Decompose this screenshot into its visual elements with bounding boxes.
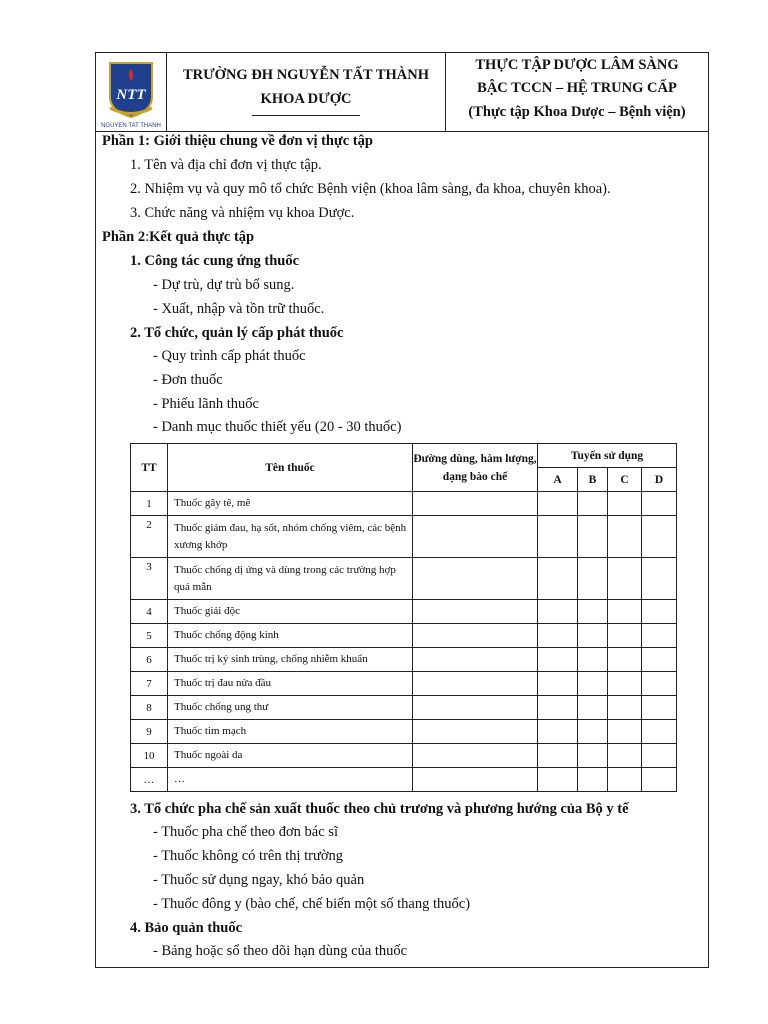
route-cell — [413, 720, 538, 744]
level-cell — [608, 492, 642, 516]
section1-item: - Dự trù, dự trù bổ sung. — [153, 277, 295, 293]
level-cell — [578, 672, 608, 696]
section1-heading: 1. Công tác cung ứng thuốc — [130, 253, 300, 269]
level-cell — [608, 720, 642, 744]
part2-colon: : — [145, 229, 150, 245]
section1-item: - Xuất, nhập và tồn trữ thuốc. — [153, 301, 325, 317]
table-row — [131, 492, 677, 516]
table-row — [131, 744, 677, 768]
document-title: THỰC TẬP DƯỢC LÂM SÀNG — [475, 57, 679, 73]
level-a-header: A — [538, 468, 578, 492]
level-cell — [538, 492, 578, 516]
section4-heading: 4. Bảo quản thuốc — [130, 920, 243, 936]
level-cell — [642, 768, 677, 792]
table-row — [131, 600, 677, 624]
section2-item: - Quy trình cấp phát thuốc — [153, 348, 306, 364]
level-cell — [538, 558, 578, 600]
row-number: 6 — [131, 648, 168, 672]
col-level-header: Tuyến sử dụng — [538, 444, 677, 468]
route-cell — [413, 516, 538, 558]
table-row — [131, 696, 677, 720]
drug-group: Thuốc trị ký sinh trùng, chống nhiễm khuẩn — [168, 648, 413, 672]
level-cell — [578, 696, 608, 720]
level-cell — [578, 492, 608, 516]
faculty-name: KHOA DƯỢC — [260, 91, 352, 107]
level-cell — [538, 624, 578, 648]
level-cell — [538, 696, 578, 720]
route-cell — [413, 492, 538, 516]
level-cell — [642, 696, 677, 720]
row-number: 10 — [131, 744, 168, 768]
section3-item: - Thuốc sử dụng ngay, khó bảo quản — [153, 872, 365, 888]
level-cell — [538, 672, 578, 696]
section3-item: - Thuốc không có trên thị trường — [153, 848, 344, 864]
drug-group: Thuốc trị đau nửa đầu — [168, 672, 413, 696]
document-subtitle: (Thực tập Khoa Dược – Bệnh viện) — [468, 104, 686, 120]
section2-item: - Danh mục thuốc thiết yếu (20 - 30 thuốc) — [153, 419, 402, 435]
level-cell — [578, 624, 608, 648]
logo-cell — [96, 53, 167, 131]
level-cell — [642, 624, 677, 648]
level-b-header: B — [578, 468, 608, 492]
level-cell — [642, 720, 677, 744]
level-cell — [608, 600, 642, 624]
document-header — [96, 53, 708, 132]
level-cell — [642, 558, 677, 600]
table-row — [131, 720, 677, 744]
document-level: BẬC TCCN – HỆ TRUNG CẤP — [477, 80, 677, 96]
level-cell — [608, 558, 642, 600]
level-cell — [538, 720, 578, 744]
level-cell — [538, 516, 578, 558]
essential-drug-table — [130, 443, 677, 792]
section2-heading: 2. Tổ chức, quản lý cấp phát thuốc — [130, 325, 344, 341]
school-name: TRƯỜNG ĐH NGUYỄN TẤT THÀNH — [183, 67, 429, 83]
level-cell — [608, 624, 642, 648]
level-cell — [608, 768, 642, 792]
section3-item: - Thuốc pha chế theo đơn bác sĩ — [153, 824, 338, 840]
row-number: 2 — [131, 516, 168, 558]
drug-group: Thuốc giải độc — [168, 600, 413, 624]
level-cell — [578, 516, 608, 558]
col-tt-header: TT — [131, 444, 168, 492]
route-cell — [413, 672, 538, 696]
level-cell — [578, 720, 608, 744]
level-cell — [642, 600, 677, 624]
route-cell — [413, 696, 538, 720]
row-number: 8 — [131, 696, 168, 720]
section2-item: - Phiếu lãnh thuốc — [153, 396, 259, 412]
svg-text:NTT: NTT — [116, 87, 146, 103]
school-cell — [167, 53, 446, 131]
level-cell — [538, 648, 578, 672]
table-row — [131, 672, 677, 696]
document-frame — [95, 52, 709, 968]
part2-title: Kết quả thực tập — [149, 229, 255, 245]
drug-group: Thuốc chống dị ứng và dùng trong các trường hợp quá mẫn — [168, 558, 413, 600]
row-number: 4 — [131, 600, 168, 624]
col-route-header: Đường dùng, hàm lượng, dạng bào chế — [413, 444, 538, 492]
route-cell — [413, 744, 538, 768]
drug-group: Thuốc gây tê, mê — [168, 492, 413, 516]
faculty-underline — [252, 115, 360, 116]
table-row — [131, 648, 677, 672]
route-cell — [413, 648, 538, 672]
drug-group: Thuốc tim mạch — [168, 720, 413, 744]
level-cell — [608, 672, 642, 696]
table-row — [131, 624, 677, 648]
section3-item: - Thuốc đông y (bào chế, chế biến một số thang thuốc) — [153, 896, 471, 912]
level-cell — [538, 768, 578, 792]
part2-label: Phần 2 — [102, 229, 146, 245]
level-cell — [578, 600, 608, 624]
table-header-row — [131, 444, 677, 468]
drug-group: Thuốc ngoài da — [168, 744, 413, 768]
drug-group: Thuốc chống ung thư — [168, 696, 413, 720]
level-cell — [608, 744, 642, 768]
drug-group: Thuốc giảm đau, hạ sốt, nhóm chống viêm, các bệnh xương khớp — [168, 516, 413, 558]
section2-item: - Đơn thuốc — [153, 372, 223, 388]
level-cell — [538, 744, 578, 768]
route-cell — [413, 624, 538, 648]
level-cell — [608, 516, 642, 558]
table-row — [131, 558, 677, 600]
part1-item: 2. Nhiệm vụ và quy mô tổ chức Bệnh viện (khoa lâm sàng, đa khoa, chuyên khoa). — [130, 181, 611, 197]
level-cell — [608, 696, 642, 720]
col-name-header: Tên thuốc — [168, 444, 413, 492]
level-cell — [642, 648, 677, 672]
section3-heading: 3. Tổ chức pha chế sản xuất thuốc theo chủ trương và phương hướng của Bộ y tế — [130, 801, 629, 817]
level-cell — [578, 648, 608, 672]
level-cell — [642, 516, 677, 558]
section4-item: - Bảng hoặc sổ theo dõi hạn dùng của thuốc — [153, 943, 408, 959]
table-row — [131, 768, 677, 792]
row-number: … — [131, 768, 168, 792]
title-cell — [446, 53, 708, 131]
logo-caption: NGUYEN TAT THANH — [101, 123, 161, 129]
drug-group: … — [168, 768, 413, 792]
level-cell — [642, 672, 677, 696]
row-number: 9 — [131, 720, 168, 744]
route-cell — [413, 558, 538, 600]
row-number: 5 — [131, 624, 168, 648]
drug-group: Thuốc chống động kinh — [168, 624, 413, 648]
level-cell — [578, 744, 608, 768]
level-cell — [578, 768, 608, 792]
route-cell — [413, 600, 538, 624]
level-cell — [538, 600, 578, 624]
part1-item: 1. Tên và địa chỉ đơn vị thực tập. — [130, 157, 322, 173]
row-number: 3 — [131, 558, 168, 600]
level-cell — [608, 648, 642, 672]
route-cell — [413, 768, 538, 792]
level-cell — [578, 558, 608, 600]
level-cell — [642, 744, 677, 768]
part1-item: 3. Chức năng và nhiệm vụ khoa Dược. — [130, 205, 355, 221]
row-number: 7 — [131, 672, 168, 696]
part1-heading: Phần 1: Giới thiệu chung về đơn vị thực tập — [102, 133, 373, 149]
table-row — [131, 516, 677, 558]
row-number: 1 — [131, 492, 168, 516]
level-cell — [642, 492, 677, 516]
part2-heading — [102, 229, 254, 246]
university-logo — [96, 53, 166, 131]
level-c-header: C — [608, 468, 642, 492]
level-d-header: D — [642, 468, 677, 492]
